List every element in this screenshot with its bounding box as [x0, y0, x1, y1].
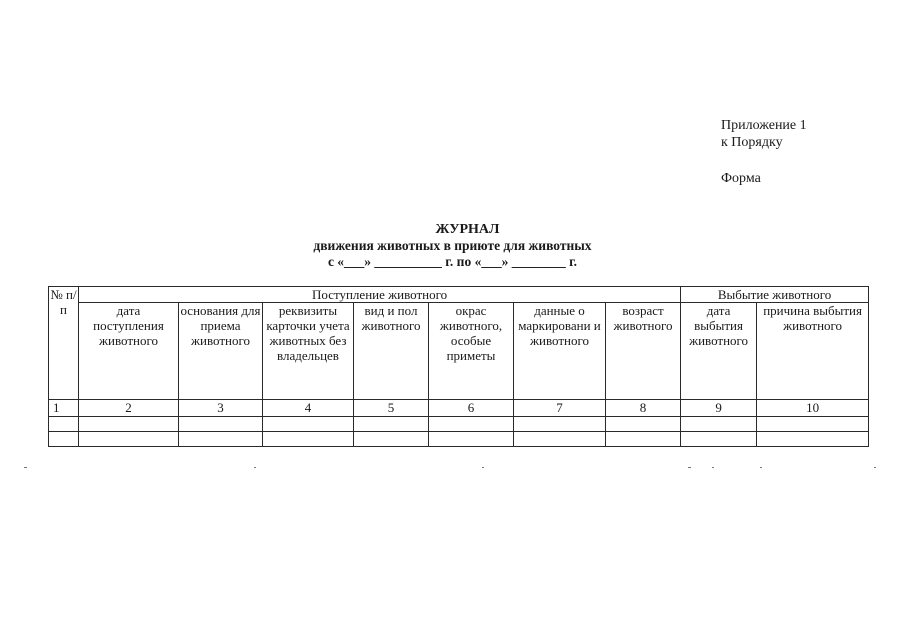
col-header-number: № п/п [49, 287, 79, 400]
table-cell [429, 417, 514, 432]
table-cell [179, 432, 263, 447]
table-column-header-row [49, 303, 869, 400]
col-header-species-sex: вид и пол животного [354, 303, 429, 400]
title-line-3: с «___» __________ г. по «___» ________ г. [327, 254, 578, 269]
title-line-1: ЖУРНАЛ [435, 222, 500, 237]
table-row [49, 417, 869, 432]
table-cell [49, 432, 79, 447]
title-line-2: движения животных в приюте для животных [313, 238, 592, 253]
table-cell [79, 417, 179, 432]
table-cell [263, 432, 354, 447]
col-header-departure-date: дата выбытия животного [681, 303, 757, 400]
col-header-marking-data: данные о маркировани и животного [514, 303, 606, 400]
table-cell [79, 432, 179, 447]
table-row [49, 432, 869, 447]
scan-artifact [688, 467, 691, 468]
table-cell [179, 417, 263, 432]
col-header-registration-card: реквизиты карточки учета животных без владельцев [263, 303, 354, 400]
table-cell [514, 417, 606, 432]
scan-artifact [874, 467, 876, 468]
col-number-3: 3 [179, 400, 263, 417]
col-number-10: 10 [757, 400, 869, 417]
scan-artifact [254, 467, 256, 468]
table-cell [606, 432, 681, 447]
journal-table [48, 286, 869, 447]
table-cell [606, 417, 681, 432]
col-header-departure-reason: причина выбытия животного [757, 303, 869, 400]
scan-artifact [24, 467, 27, 468]
scan-artifact [712, 467, 714, 468]
table-cell [263, 417, 354, 432]
table-cell [49, 417, 79, 432]
col-header-age: возраст животного [606, 303, 681, 400]
table-cell [757, 432, 869, 447]
col-header-arrival-date: дата поступления животного [79, 303, 179, 400]
appendix-line-2: к Порядку [721, 135, 783, 150]
col-number-4: 4 [263, 400, 354, 417]
col-header-color-marks: окрас животного, особые приметы [429, 303, 514, 400]
col-header-admission-grounds: основания для приема животного [179, 303, 263, 400]
appendix-line-1: Приложение 1 [721, 118, 807, 133]
table-cell [354, 432, 429, 447]
col-number-5: 5 [354, 400, 429, 417]
col-number-2: 2 [79, 400, 179, 417]
col-number-8: 8 [606, 400, 681, 417]
col-number-9: 9 [681, 400, 757, 417]
table-number-row [49, 400, 869, 417]
group-header-arrival: Поступление животного [79, 287, 681, 303]
journal-title [0, 222, 905, 270]
scan-artifact [482, 467, 484, 468]
table-group-header-row [49, 287, 869, 303]
col-number-7: 7 [514, 400, 606, 417]
form-label: Форма [721, 171, 761, 186]
table-cell [354, 417, 429, 432]
table-cell [514, 432, 606, 447]
col-number-6: 6 [429, 400, 514, 417]
scan-artifact [760, 467, 762, 468]
table-cell [429, 432, 514, 447]
col-number-1: 1 [49, 400, 79, 417]
table-cell [681, 432, 757, 447]
appendix-note [721, 117, 807, 187]
group-header-departure: Выбытие животного [681, 287, 869, 303]
table-cell [757, 417, 869, 432]
table-cell [681, 417, 757, 432]
